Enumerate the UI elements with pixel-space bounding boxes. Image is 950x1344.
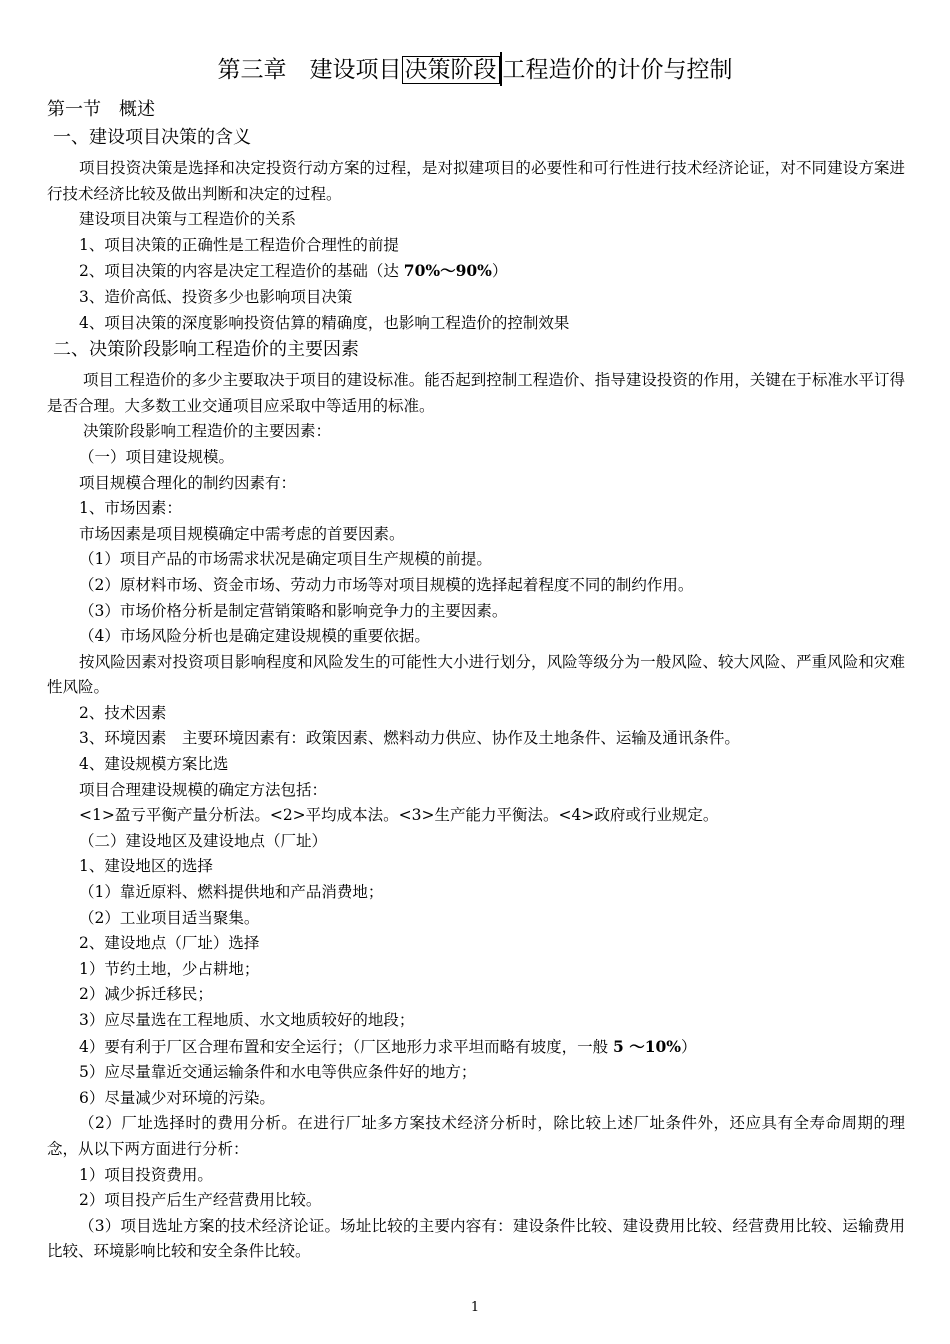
section-heading: 第一节 概述 [47, 99, 155, 120]
paragraph: 项目工程造价的多少主要取决于项目的建设标准。能否起到控制工程造价、指导建设投资的作用，关键在于标准水平订得是否合理。大多数工业交通项目应采取中等适用的标准。 [47, 371, 905, 415]
document-body [47, 96, 905, 1265]
list-item: 4、建设规模方案比选 [79, 755, 229, 774]
bold-percent: 70%～90% [403, 261, 492, 281]
list-item: 1、市场因素： [79, 499, 182, 518]
subheading: （一）项目建设规模。 [79, 447, 235, 466]
list-item: 2、项目决策的内容是决定工程造价的基础（达 70%～90%） [79, 261, 508, 281]
list-item: 2）减少拆迁移民； [79, 985, 213, 1004]
chapter-title [0, 52, 950, 88]
paragraph: 按风险因素对投资项目影响程度和风险发生的可能性大小进行划分，风险等级分为一般风险、较大风险、严重风险和灾难性风险。 [47, 652, 905, 697]
bold-percent: 5 ～10% [613, 1036, 682, 1056]
part2-heading: 二、决策阶段影响工程造价的主要因素 [53, 339, 359, 361]
list-item: 1、项目决策的正确性是工程造价合理性的前提 [79, 235, 399, 254]
list-item: 项目合理建设规模的确定方法包括： [79, 780, 328, 799]
list-item: 2、建设地点（厂址）选择 [79, 934, 260, 953]
list-item: 市场因素是项目规模确定中需考虑的首要因素。 [79, 524, 405, 543]
list-item: 4、项目决策的深度影响投资估算的精确度，也影响工程造价的控制效果 [79, 313, 570, 332]
list-item: （2）原材料市场、资金市场、劳动力市场等对项目规模的选择起着程度不同的制约作用。 [79, 575, 694, 594]
list-item: <1>盈亏平衡产量分析法。<2>平均成本法。<3>生产能力平衡法。<4>政府或行业规定。 [79, 806, 719, 825]
list-item: 3）应尽量选在工程地质、水文地质较好的地段； [79, 1011, 415, 1029]
page-number: 1 [470, 1300, 480, 1315]
list-item: 1）节约土地，少占耕地； [79, 959, 260, 978]
list-item: （1）项目产品的市场需求状况是确定项目生产规模的前提。 [79, 550, 492, 569]
part1-heading: 一、建设项目决策的含义 [53, 127, 251, 148]
list-item: （2）工业项目适当聚集。 [79, 908, 260, 927]
paragraph: （2）厂址选择时的费用分析。在进行厂址多方案技术经济分析时，除比较上述厂址条件外，还应具有全寿命周期的理念，从以下两方面进行分析： [47, 1114, 905, 1158]
subheading: （二）建设地区及建设地点（厂址） [79, 831, 328, 850]
list-item: 3、环境因素 主要环境因素有：政策因素、燃料动力供应、协作及土地条件、运输及通讯条件。 [79, 729, 740, 748]
subheading: 建设项目决策与工程造价的关系 [79, 210, 297, 229]
list-item: （4）市场风险分析也是确定建设规模的重要依据。 [79, 627, 430, 646]
list-item: 6）尽量减少对环境的污染。 [79, 1088, 275, 1107]
subheading: 决策阶段影响工程造价的主要因素： [83, 422, 332, 441]
list-item: 5）应尽量靠近交通运输条件和水电等供应条件好的地方； [79, 1063, 477, 1082]
list-item: 3、造价高低、投资多少也影响项目决策 [79, 287, 353, 306]
text-cursor [500, 52, 502, 86]
title-prefix: 第三章 建设项目 [217, 57, 402, 83]
title-selected-text[interactable]: 决策阶段 [402, 56, 500, 84]
paragraph: （3）项目选址方案的技术经济论证。场址比较的主要内容有：建设条件比较、建设费用比较、经营费用比较、运输费用比较、环境影响比较和安全条件比较。 [47, 1216, 905, 1261]
list-item: （3）市场价格分析是制定营销策略和影响竞争力的主要因素。 [79, 601, 508, 620]
list-item: 1）项目投资费用。 [79, 1165, 213, 1184]
list-item: （1）靠近原料、燃料提供地和产品消费地； [79, 883, 384, 902]
list-item: 4）要有利于厂区合理布置和安全运行；（厂区地形力求平坦而略有坡度，一般 5 ～10%） [79, 1036, 697, 1056]
title-suffix: 工程造价的计价与控制 [502, 57, 733, 83]
list-item: 2、技术因素 [79, 703, 167, 722]
list-item: 项目规模合理化的制约因素有： [79, 473, 297, 492]
list-item: 1、建设地区的选择 [79, 857, 213, 876]
list-item: 2）项目投产后生产经营费用比较。 [79, 1191, 322, 1210]
paragraph: 项目投资决策是选择和决定投资行动方案的过程，是对拟建项目的必要性和可行性进行技术经济论证，对不同建设方案进行技术经济比较及做出判断和决定的过程。 [47, 159, 905, 203]
